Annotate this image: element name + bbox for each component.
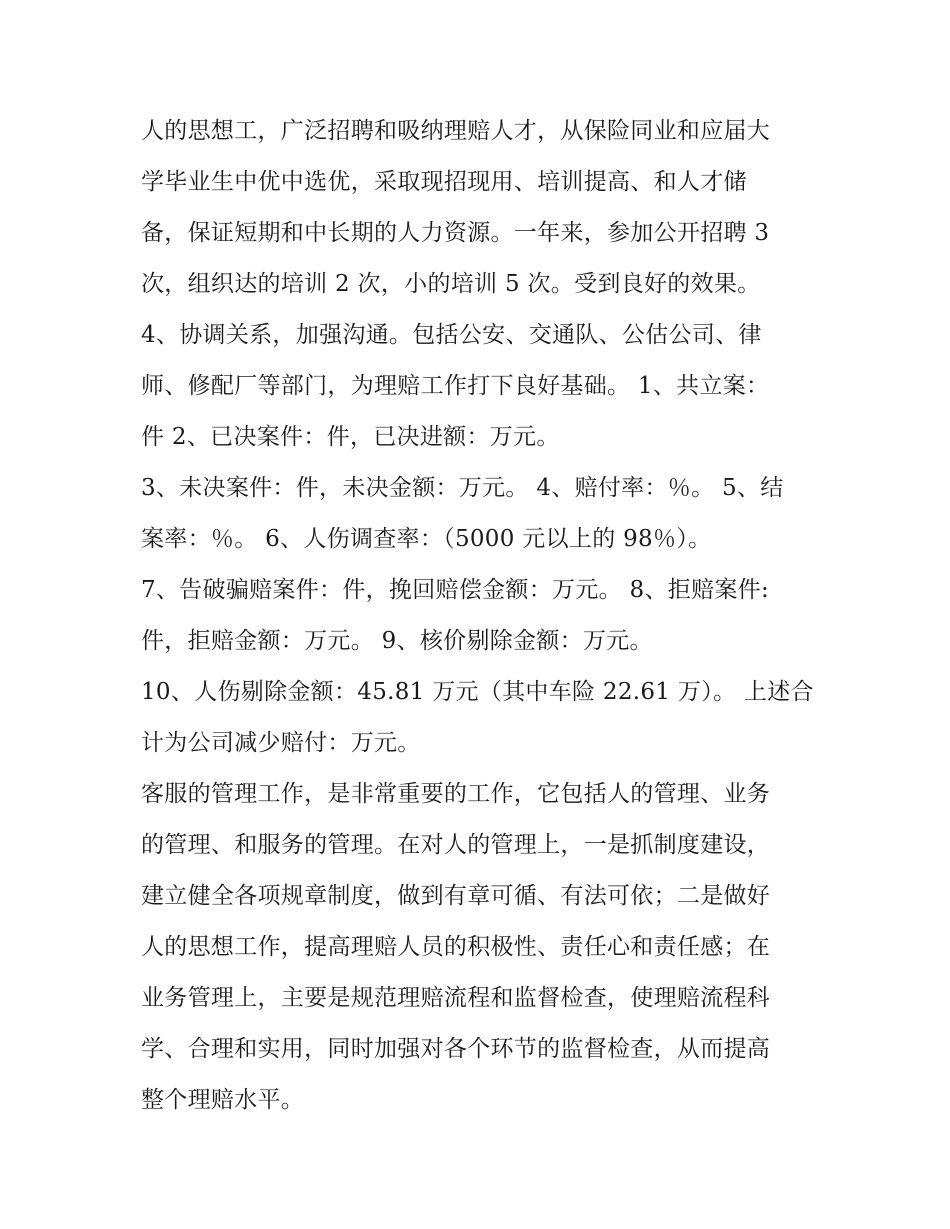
- text-line: 的管理、和服务的管理。在对人的管理上，一是抓制度建设，: [141, 832, 771, 858]
- text-line: 4、协调关系，加强沟通。包括公安、交通队、公估公司、律: [141, 322, 762, 348]
- text-line: 10、人伤剔除金额：45.81 万元（其中车险 22.61 万）。 上述合: [141, 679, 814, 705]
- text-line: 备，保证短期和中长期的人力资源。一年来，参加公开招聘 3: [141, 220, 770, 246]
- text-line: 客服的管理工作，是非常重要的工作，它包括人的管理、业务: [141, 781, 771, 807]
- text-line: 次，组织达的培训 2 次，小的培训 5 次。受到良好的效果。: [141, 271, 761, 297]
- text-line: 业务管理上，主要是规范理赔流程和监督检查，使理赔流程科: [141, 985, 771, 1011]
- text-line: 计为公司减少赔付：万元。: [141, 730, 421, 756]
- text-line: 人的思想工作，提高理赔人员的积极性、责任心和责任感；在: [141, 934, 771, 960]
- text-line: 学、合理和实用，同时加强对各个环节的监督检查，从而提高: [141, 1036, 771, 1062]
- text-line: 3、未决案件：件，未决金额：万元。 4、赔付率：％。 5、结: [141, 475, 784, 501]
- text-line: 整个理赔水平。: [141, 1087, 305, 1113]
- text-line: 学毕业生中优中选优，采取现招现用、培训提高、和人才储: [141, 169, 747, 195]
- text-line: 建立健全各项规章制度，做到有章可循、有法可依；二是做好: [141, 883, 771, 909]
- text-line: 师、修配厂等部门，为理赔工作打下良好基础。 1、共立案：: [141, 373, 770, 399]
- text-line: 人的思想工，广泛招聘和吸纳理赔人才，从保险同业和应届大: [141, 118, 771, 144]
- text-line: 件 2、已决案件：件，已决进额：万元。: [141, 424, 560, 450]
- text-line: 案率：％。 6、人伤调查率：（5000 元以上的 98％）。: [141, 526, 712, 552]
- text-line: 7、告破骗赔案件：件，挽回赔偿金额：万元。 8、拒赔案件:: [141, 577, 770, 603]
- document-body: [141, 106, 821, 1126]
- text-line: 件，拒赔金额：万元。 9、核价剔除金额：万元。: [141, 628, 653, 654]
